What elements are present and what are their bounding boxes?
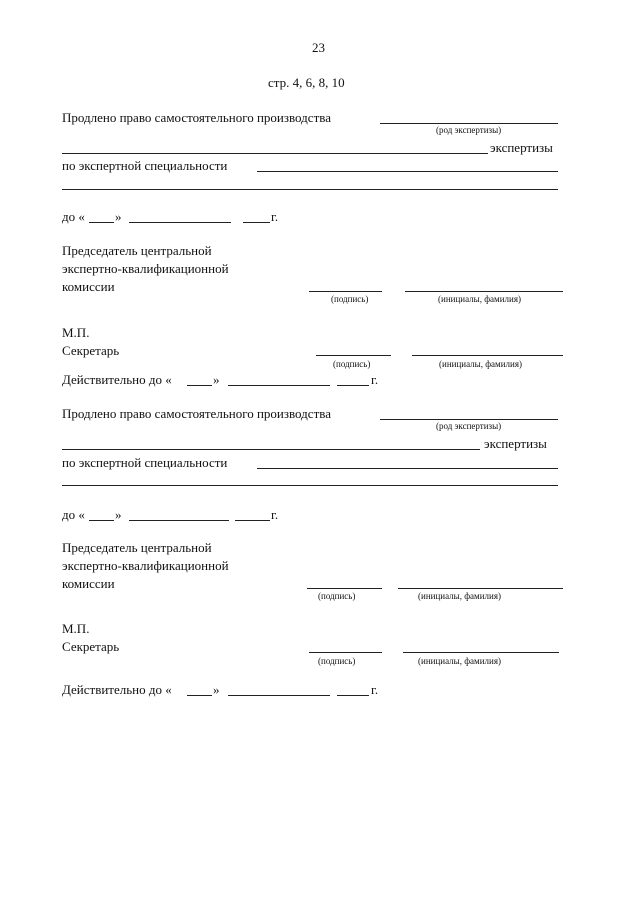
chairman-initials-field[interactable]: [405, 291, 563, 292]
specialty-field-continued[interactable]: [62, 485, 558, 486]
secretary-signature-field[interactable]: [309, 652, 382, 653]
until-day-field[interactable]: [89, 520, 114, 521]
until-prefix: до «: [62, 507, 85, 522]
chairman-title-line2: экспертно-квалификационной: [62, 261, 229, 276]
secretary-initials-caption: (инициалы, фамилия): [439, 359, 522, 369]
secretary-label: Секретарь: [62, 639, 120, 654]
chairman-initials-caption: (инициалы, фамилия): [438, 294, 521, 304]
until-month-field[interactable]: [129, 520, 229, 521]
secretary-initials-field[interactable]: [403, 652, 559, 653]
valid-until-label: Действительно до «: [62, 682, 172, 697]
until-month-field[interactable]: [129, 222, 231, 223]
pages-reference: стр. 4, 6, 8, 10: [268, 75, 345, 90]
until-quote-close: »: [115, 507, 122, 522]
chairman-title-line3: комиссии: [62, 279, 115, 294]
page-number: 23: [312, 40, 325, 55]
specialty-field[interactable]: [257, 171, 558, 172]
valid-month-field[interactable]: [228, 385, 330, 386]
valid-year-field[interactable]: [337, 695, 369, 696]
chairman-title-line1: Председатель центральной: [62, 540, 212, 555]
secretary-initials-caption: (инициалы, фамилия): [418, 656, 501, 666]
until-year-field[interactable]: [243, 222, 270, 223]
chairman-title-line3: комиссии: [62, 576, 115, 591]
valid-quote-close: »: [213, 372, 220, 387]
specialty-field-continued[interactable]: [62, 189, 558, 190]
valid-until-label: Действительно до «: [62, 372, 172, 387]
valid-day-field[interactable]: [187, 385, 212, 386]
valid-year-suffix: г.: [371, 372, 379, 387]
valid-year-field[interactable]: [337, 385, 369, 386]
chairman-signature-caption: (подпись): [331, 294, 369, 304]
chairman-title-line1: Председатель центральной: [62, 243, 212, 258]
chairman-signature-caption: (подпись): [318, 591, 356, 601]
expertise-kind-field[interactable]: [380, 123, 558, 124]
extended-right-label: Продлено право самостоятельного производства: [62, 406, 331, 421]
secretary-signature-caption: (подпись): [333, 359, 371, 369]
secretary-initials-field[interactable]: [412, 355, 563, 356]
until-day-field[interactable]: [89, 222, 114, 223]
chairman-initials-field[interactable]: [398, 588, 563, 589]
valid-year-suffix: г.: [371, 682, 379, 697]
until-year-field[interactable]: [235, 520, 270, 521]
stamp-mark: М.П.: [62, 325, 90, 340]
specialty-label: по экспертной специальности: [62, 158, 228, 173]
extended-right-label: Продлено право самостоятельного производства: [62, 110, 331, 125]
expertise-kind-field-continued[interactable]: [62, 153, 488, 154]
secretary-signature-field[interactable]: [316, 355, 391, 356]
chairman-signature-field[interactable]: [307, 588, 382, 589]
chairman-initials-caption: (инициалы, фамилия): [418, 591, 501, 601]
expertise-kind-caption: (род экспертизы): [436, 125, 502, 135]
secretary-label: Секретарь: [62, 343, 120, 358]
stamp-mark: М.П.: [62, 621, 90, 636]
year-suffix: г.: [271, 507, 279, 522]
specialty-label: по экспертной специальности: [62, 455, 228, 470]
secretary-signature-caption: (подпись): [318, 656, 356, 666]
chairman-title-line2: экспертно-квалификационной: [62, 558, 229, 573]
valid-quote-close: »: [213, 682, 220, 697]
specialty-field[interactable]: [257, 468, 558, 469]
valid-month-field[interactable]: [228, 695, 330, 696]
expertise-kind-field[interactable]: [380, 419, 558, 420]
until-quote-close: »: [115, 209, 122, 224]
until-prefix: до «: [62, 209, 85, 224]
valid-day-field[interactable]: [187, 695, 212, 696]
expertise-word: экспертизы: [484, 436, 547, 451]
expertise-kind-field-continued[interactable]: [62, 449, 480, 450]
year-suffix: г.: [271, 209, 279, 224]
expertise-kind-caption: (род экспертизы): [436, 421, 502, 431]
chairman-signature-field[interactable]: [309, 291, 382, 292]
expertise-word: экспертизы: [490, 140, 553, 155]
